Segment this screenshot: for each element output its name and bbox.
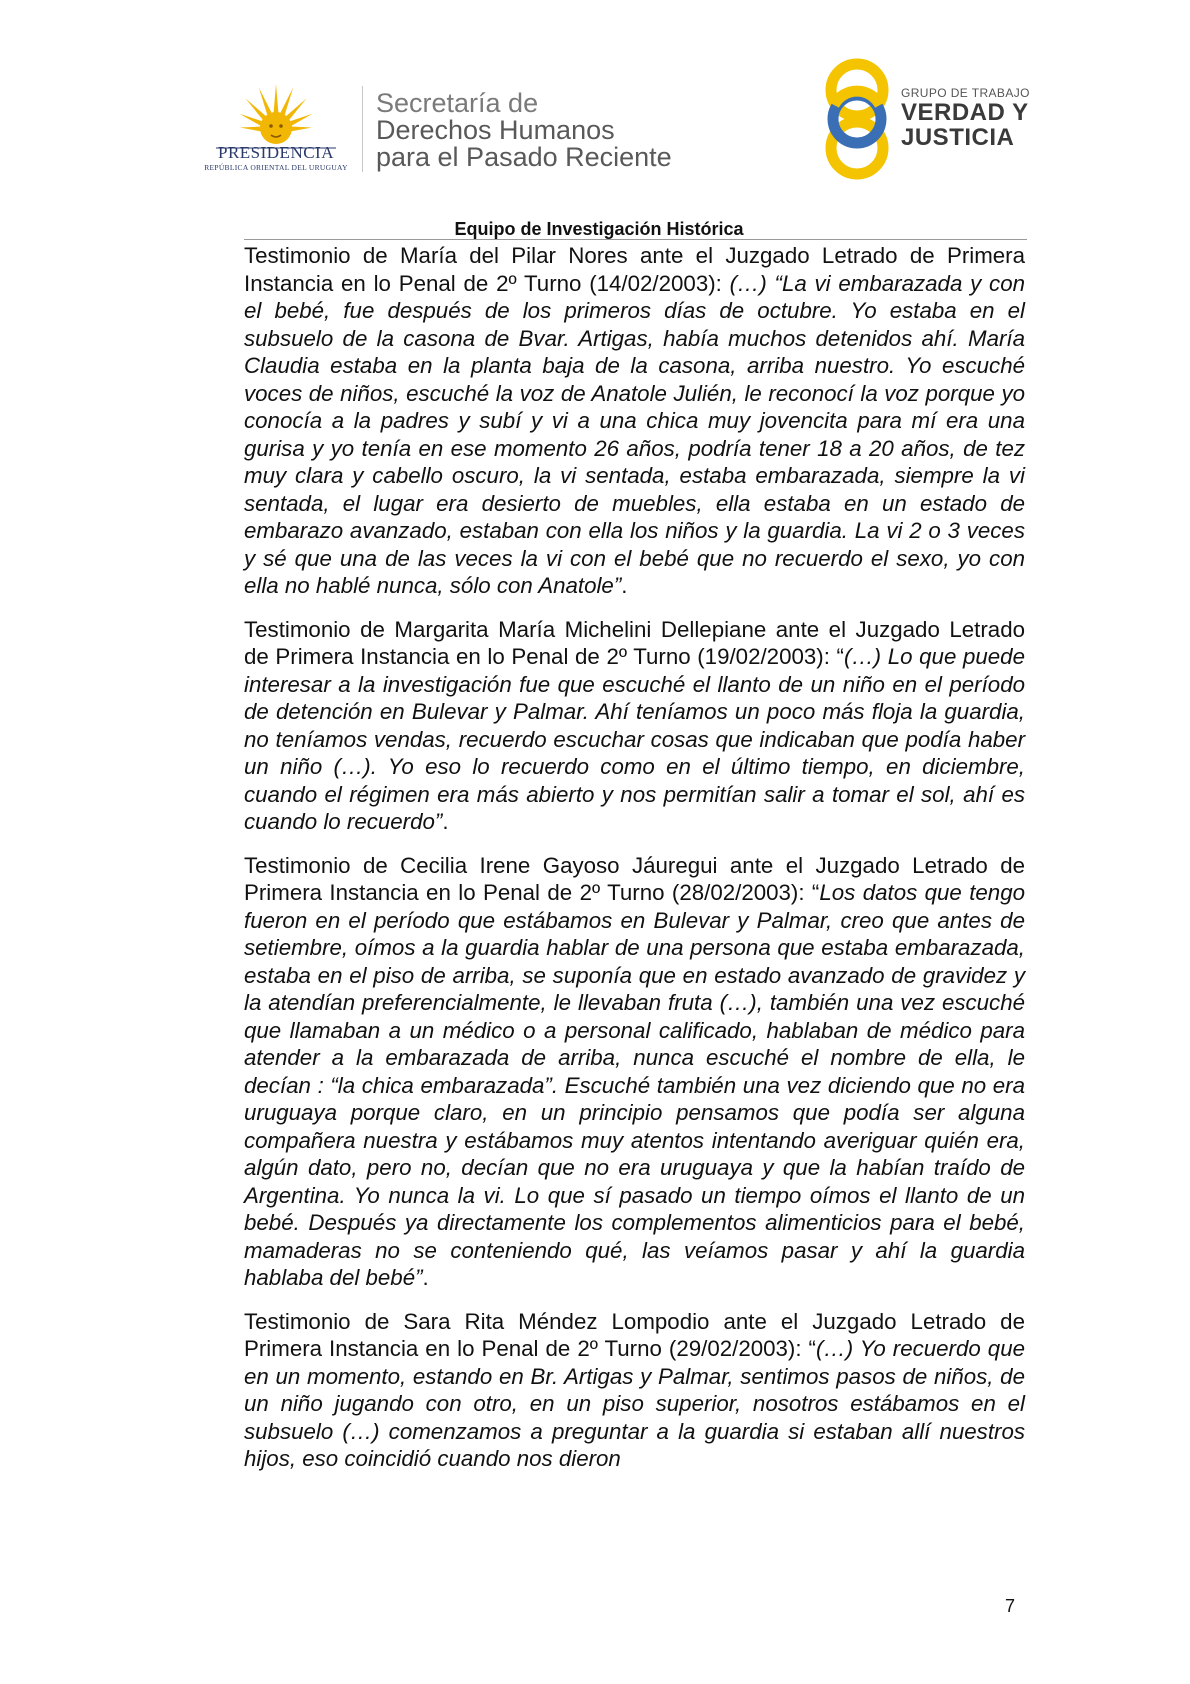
testimony-quote: (…) Lo que puede interesar a la investigación fue que escuché el llanto de un niño en el período de detención en Bulevar y Palmar. Ahí teníamos un poco más floja la guardia, no teníamos vendas, recuerdo escuchar cosas que indicaban que podía haber un niño (…). Yo eso lo recuerdo como en el último tiempo, en diciembre, cuando el régimen era más abierto y nos permitían salir a tomar el sol, ahí es cuando lo recuerdo” bbox=[244, 644, 1025, 834]
header-rule bbox=[244, 239, 1027, 240]
testimony-paragraph-2 bbox=[244, 616, 1025, 836]
testimony-intro: Testimonio de Margarita María Michelini Dellepiane ante el Juzgado Letrado de Primera Instancia en lo Penal de 2º Turno (19/02/2003): “ bbox=[244, 616, 1025, 669]
grupo-line-1: GRUPO DE TRABAJO bbox=[901, 86, 1030, 100]
testimony-paragraph-3 bbox=[244, 852, 1025, 1292]
testimony-intro: Testimonio de Sara Rita Méndez Lompodio ante el Juzgado Letrado de Primera Instancia en lo Penal de 2º Turno (29/02/2003): “ bbox=[244, 1308, 1025, 1361]
testimony-end: . bbox=[422, 1265, 429, 1290]
testimony-quote: Los datos que tengo fueron en el período que estábamos en Bulevar y Palmar, creo que antes de setiembre, oímos a la guardia hablar de una persona que estaba embarazada, estaba en el piso de arriba, se suponía que en estado avanzado de gravidez y la atendían preferencialmente, le llevaban fruta (…), también una vez escuché que llamaban a un médico o a personal calificado, hablaban de médico para atender a la embarazada de arriba, nunca escuché el nombre de ella, le decían : “la chica embarazada”. Escuché también una vez diciendo que no era uruguaya porque claro, en un principio pensamos que podía ser alguna compañera nuestra y estábamos muy atentos intentando averiguar quién era, algún dato, pero no, decían que no era uruguaya y que la habían traído de Argentina. Yo nunca la vi. Lo que sí pasado un tiempo oímos el llanto de un bebé. Después ya directamente los complementos alimenticios para el bebé, mamaderas no se conteniendo qué, las veíamos pasar y ahí la guardia hablaba del bebé” bbox=[244, 880, 1026, 1290]
secretaria-title bbox=[376, 90, 672, 171]
secretaria-line-3: para el Pasado Reciente bbox=[376, 142, 672, 172]
testimony-end: . bbox=[621, 573, 628, 598]
testimony-end: . bbox=[442, 809, 449, 834]
document-body bbox=[244, 242, 1025, 1489]
header-divider bbox=[362, 86, 363, 172]
testimony-quote: (…) “La vi embarazada y con el bebé, fue después de los primeros días de octubre. Yo estaba en el subsuelo de la casona de Bvar. Artigas, había muchos detenidos ahí. María Claudia estaba en la planta baja de la casona, arriba nuestro. Yo escuché voces de niños, escuché la voz de Anatole Julién, le reconocí la voz porque yo conocía a la padres y subí y vi a una chica muy jovencita para mí era una gurisa y yo tenía en ese momento 26 años, podría tener 18 a 20 años, de tez muy clara y cabello oscuro, la vi sentada, estaba embarazada, siempre la vi sentada, el lugar era desierto de muebles, ella estaba en un estado de embarazo avanzado, estaban con ella los niños y la guardia. La vi 2 o 3 veces y sé que una de las veces la vi con el bebé que no recuerdo el sexo, yo con ella no hablé nunca, sólo con Anatole” bbox=[244, 270, 1025, 598]
grupo-trabajo-title bbox=[901, 86, 1030, 150]
presidencia-label: PRESIDENCIA bbox=[217, 143, 334, 162]
team-title: Equipo de Investigación Histórica bbox=[454, 219, 744, 239]
grupo-line-3: JUSTICIA bbox=[901, 124, 1015, 151]
verdad-justicia-rings-logo bbox=[818, 57, 896, 181]
presidencia-subtitle: REPÚBLICA ORIENTAL DEL URUGUAY bbox=[204, 163, 348, 172]
testimony-paragraph-1 bbox=[244, 242, 1025, 600]
secretaria-line-1: Secretaría de bbox=[376, 88, 539, 118]
secretaria-line-2: Derechos Humanos bbox=[376, 115, 615, 145]
testimony-paragraph-4 bbox=[244, 1308, 1025, 1473]
testimony-intro: Testimonio de Cecilia Irene Gayoso Jáuregui ante el Juzgado Letrado de Primera Instancia en lo Penal de 2º Turno (28/02/2003): “ bbox=[244, 852, 1025, 905]
page-number: 7 bbox=[1005, 1596, 1016, 1616]
page-header bbox=[0, 0, 1190, 240]
testimony-intro: Testimonio de María del Pilar Nores ante el Juzgado Letrado de Primera Instancia en lo Penal de 2º Turno (14/02/2003): bbox=[244, 243, 1025, 296]
grupo-line-2: VERDAD Y bbox=[901, 99, 1029, 126]
testimony-quote: (…) Yo recuerdo que en un momento, estando en Br. Artigas y Palmar, sentimos pasos de niños, de un niño jugando con otro, en un piso superior, nosotros estábamos en el subsuelo (…) comenzamos a preguntar a la guardia si estaban allí nuestros hijos, eso coincidió cuando nos dieron bbox=[244, 1336, 1025, 1471]
